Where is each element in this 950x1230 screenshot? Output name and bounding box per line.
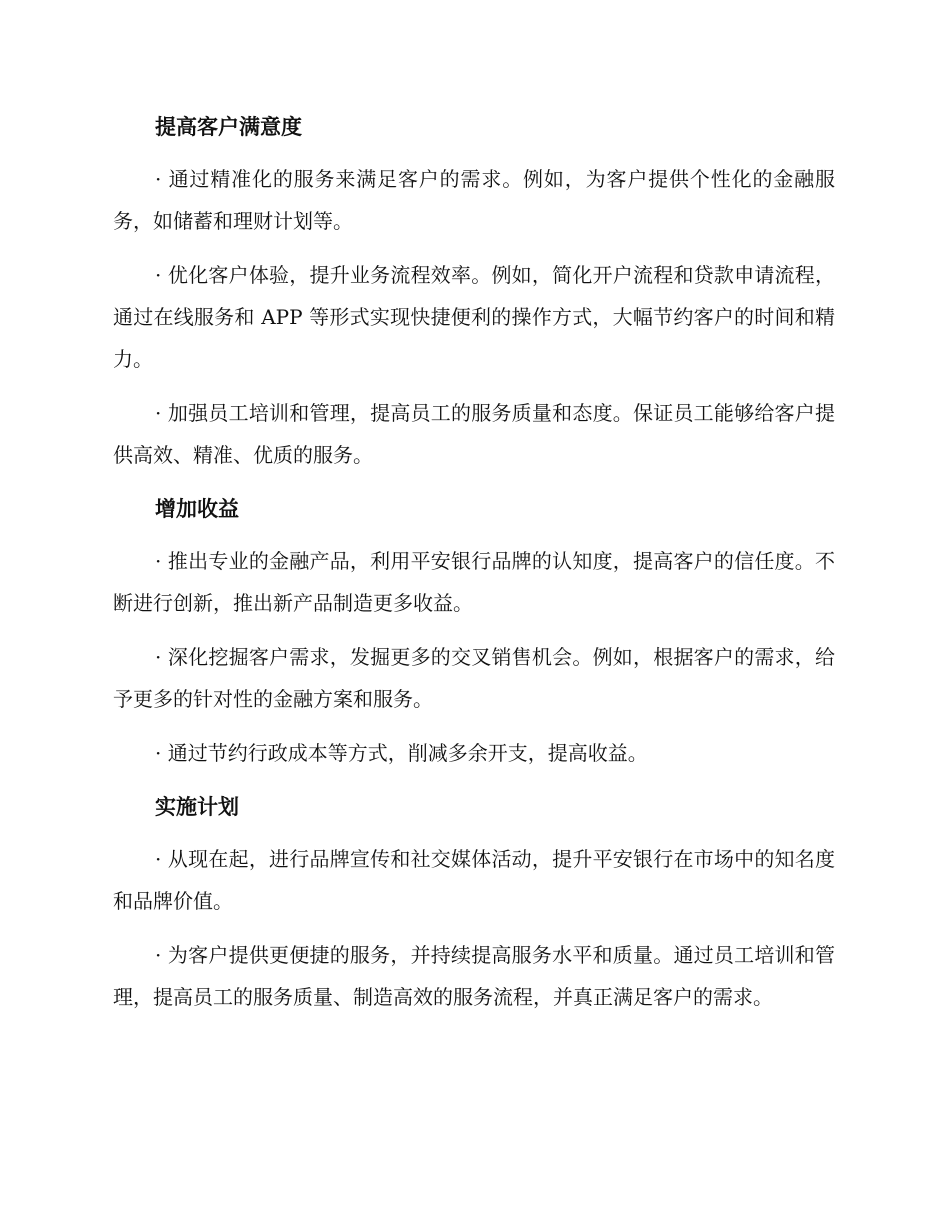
paragraph: · 通过精准化的服务来满足客户的需求。例如，为客户提供个性化的金融服务，如储蓄和理财计划等。	[113, 167, 835, 233]
section-heading-plan: 实施计划	[155, 794, 239, 819]
paragraph: · 深化挖掘客户需求，发掘更多的交叉销售机会。例如，根据客户的需求，给予更多的针对性的金融方案和服务。	[113, 645, 835, 711]
paragraph: · 优化客户体验，提升业务流程效率。例如，简化开户流程和贷款申请流程，通过在线服务和 APP 等形式实现快捷便利的操作方式，大幅节约客户的时间和精力。	[113, 263, 835, 371]
paragraph: · 推出专业的金融产品，利用平安银行品牌的认知度，提高客户的信任度。不断进行创新，推出新产品制造更多收益。	[113, 549, 835, 615]
document-body	[113, 106, 835, 1030]
paragraph: · 为客户提供更便捷的服务，并持续提高服务水平和质量。通过员工培训和管理，提高员工的服务质量、制造高效的服务流程，并真正满足客户的需求。	[113, 943, 835, 1009]
section-heading-satisfaction: 提高客户满意度	[155, 114, 302, 139]
paragraph: · 通过节约行政成本等方式，削减多余开支，提高收益。	[155, 741, 648, 765]
paragraph: · 从现在起，进行品牌宣传和社交媒体活动，提升平安银行在市场中的知名度和品牌价值。	[113, 847, 835, 913]
paragraph: · 加强员工培训和管理，提高员工的服务质量和态度。保证员工能够给客户提供高效、精准、优质的服务。	[113, 401, 835, 467]
section-heading-revenue: 增加收益	[155, 496, 239, 521]
